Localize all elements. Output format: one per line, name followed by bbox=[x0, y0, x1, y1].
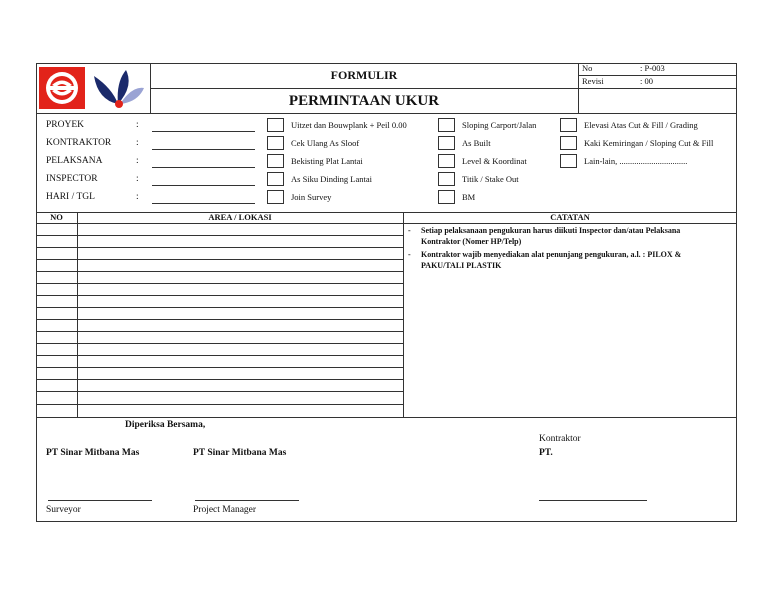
table-header-area: AREA / LOKASI bbox=[208, 212, 272, 222]
table-header-catatan: CATATAN bbox=[550, 212, 590, 222]
option-label: Elevasi Atas Cut & Fill / Grading bbox=[584, 120, 698, 130]
table-row[interactable] bbox=[36, 355, 403, 356]
field-label: PELAKSANA bbox=[46, 156, 103, 166]
contractor-pt: PT. bbox=[539, 448, 553, 458]
checkbox-cek-ulang-sloof[interactable] bbox=[267, 136, 284, 150]
contractor-label: Kontraktor bbox=[539, 434, 581, 444]
checkbox-bekisting[interactable] bbox=[267, 154, 284, 168]
form-title: FORMULIR bbox=[330, 68, 398, 82]
form-frame bbox=[36, 63, 737, 522]
field-label: KONTRAKTOR bbox=[46, 138, 112, 148]
table-header-no: NO bbox=[50, 212, 63, 222]
option-label: Titik / Stake Out bbox=[462, 174, 519, 184]
leaf-logo bbox=[88, 66, 146, 110]
note-bullet: - bbox=[408, 226, 411, 235]
table-col-divider-no bbox=[77, 212, 78, 417]
option-label: Bekisting Plat Lantai bbox=[291, 156, 363, 166]
option-label: Uitzet dan Bouwplank + Peil 0.00 bbox=[291, 120, 407, 130]
checkbox-join-survey[interactable] bbox=[267, 190, 284, 204]
form-subtitle: PERMINTAAN UKUR bbox=[288, 93, 440, 109]
signature-line-surveyor[interactable] bbox=[48, 500, 152, 501]
option-label: Cek Ulang As Sloof bbox=[291, 138, 360, 148]
field-colon: : bbox=[136, 156, 139, 166]
field-label: INSPECTOR bbox=[46, 174, 98, 184]
field-colon: : bbox=[136, 120, 139, 130]
field-label: PROYEK bbox=[46, 120, 85, 130]
table-row[interactable] bbox=[36, 367, 403, 368]
table-row[interactable] bbox=[36, 247, 403, 248]
table-bottom-border bbox=[36, 417, 737, 418]
table-row[interactable] bbox=[36, 404, 403, 405]
table-row[interactable] bbox=[36, 235, 403, 236]
field-colon: : bbox=[136, 138, 139, 148]
checkbox-level-koordinat[interactable] bbox=[438, 154, 455, 168]
field-input-line[interactable] bbox=[152, 167, 255, 168]
table-row[interactable] bbox=[36, 331, 403, 332]
field-input-line[interactable] bbox=[152, 185, 255, 186]
revision-label: Revisi bbox=[582, 76, 604, 86]
revision-value: : 00 bbox=[640, 76, 653, 86]
table-col-divider-area bbox=[403, 212, 404, 417]
company-logo bbox=[38, 66, 86, 110]
doc-no-label: No bbox=[582, 63, 593, 73]
field-colon: : bbox=[136, 192, 139, 202]
checked-by-label: Diperiksa Bersama, bbox=[125, 420, 206, 430]
option-label: As Built bbox=[462, 138, 491, 148]
checkbox-as-siku[interactable] bbox=[267, 172, 284, 186]
field-colon: : bbox=[136, 174, 139, 184]
field-input-line[interactable] bbox=[152, 203, 255, 204]
checkbox-as-built[interactable] bbox=[438, 136, 455, 150]
checkbox-sloping-carport[interactable] bbox=[438, 118, 455, 132]
option-label: Level & Koordinat bbox=[462, 156, 527, 166]
doc-no-value: : P-003 bbox=[640, 63, 665, 73]
option-label: Join Survey bbox=[291, 192, 332, 202]
signature-line-contractor[interactable] bbox=[539, 500, 647, 501]
checkbox-titik-stake-out[interactable] bbox=[438, 172, 455, 186]
project-manager-role: Project Manager bbox=[193, 505, 257, 515]
checkbox-kaki-kemiringan[interactable] bbox=[560, 136, 577, 150]
checkbox-bm[interactable] bbox=[438, 190, 455, 204]
table-row[interactable] bbox=[36, 283, 403, 284]
checkbox-elevasi[interactable] bbox=[560, 118, 577, 132]
table-row[interactable] bbox=[36, 343, 403, 344]
field-label: HARI / TGL bbox=[46, 192, 95, 202]
table-row[interactable] bbox=[36, 271, 403, 272]
option-label: Sloping Carport/Jalan bbox=[462, 120, 537, 130]
table-row[interactable] bbox=[36, 391, 403, 392]
signature-line-manager[interactable] bbox=[195, 500, 299, 501]
field-input-line[interactable] bbox=[152, 149, 255, 150]
option-label: BM bbox=[462, 192, 476, 202]
option-label: Lain-lain, ................................ bbox=[584, 156, 688, 166]
table-row[interactable] bbox=[36, 307, 403, 308]
table-row[interactable] bbox=[36, 379, 403, 380]
checkbox-lain-lain[interactable] bbox=[560, 154, 577, 168]
field-input-line[interactable] bbox=[152, 131, 255, 132]
note-text: Kontraktor wajib menyediakan alat penunjang pengukuran, a.l. : PILOX & bbox=[421, 250, 682, 259]
table-row[interactable] bbox=[36, 259, 403, 260]
header-bottom bbox=[36, 113, 737, 114]
checkbox-uitzet[interactable] bbox=[267, 118, 284, 132]
company-name-surveyor: PT Sinar Mitbana Mas bbox=[46, 448, 140, 458]
note-text: Kontraktor (Nomer HP/Telp) bbox=[421, 237, 522, 246]
note-text: Setiap pelaksanaan pengukuran harus diikuti Inspector dan/atau Pelaksana bbox=[421, 226, 681, 235]
table-row[interactable] bbox=[36, 295, 403, 296]
note-bullet: - bbox=[408, 250, 411, 259]
table-row[interactable] bbox=[36, 319, 403, 320]
table-header-border bbox=[36, 223, 737, 224]
option-label: As Siku Dinding Lantai bbox=[291, 174, 372, 184]
option-label: Kaki Kemiringan / Sloping Cut & Fill bbox=[584, 138, 714, 148]
company-name-manager: PT Sinar Mitbana Mas bbox=[193, 448, 287, 458]
title-separator bbox=[150, 88, 737, 89]
note-text: PAKU/TALI PLASTIK bbox=[421, 261, 502, 270]
surveyor-role: Surveyor bbox=[46, 505, 81, 515]
